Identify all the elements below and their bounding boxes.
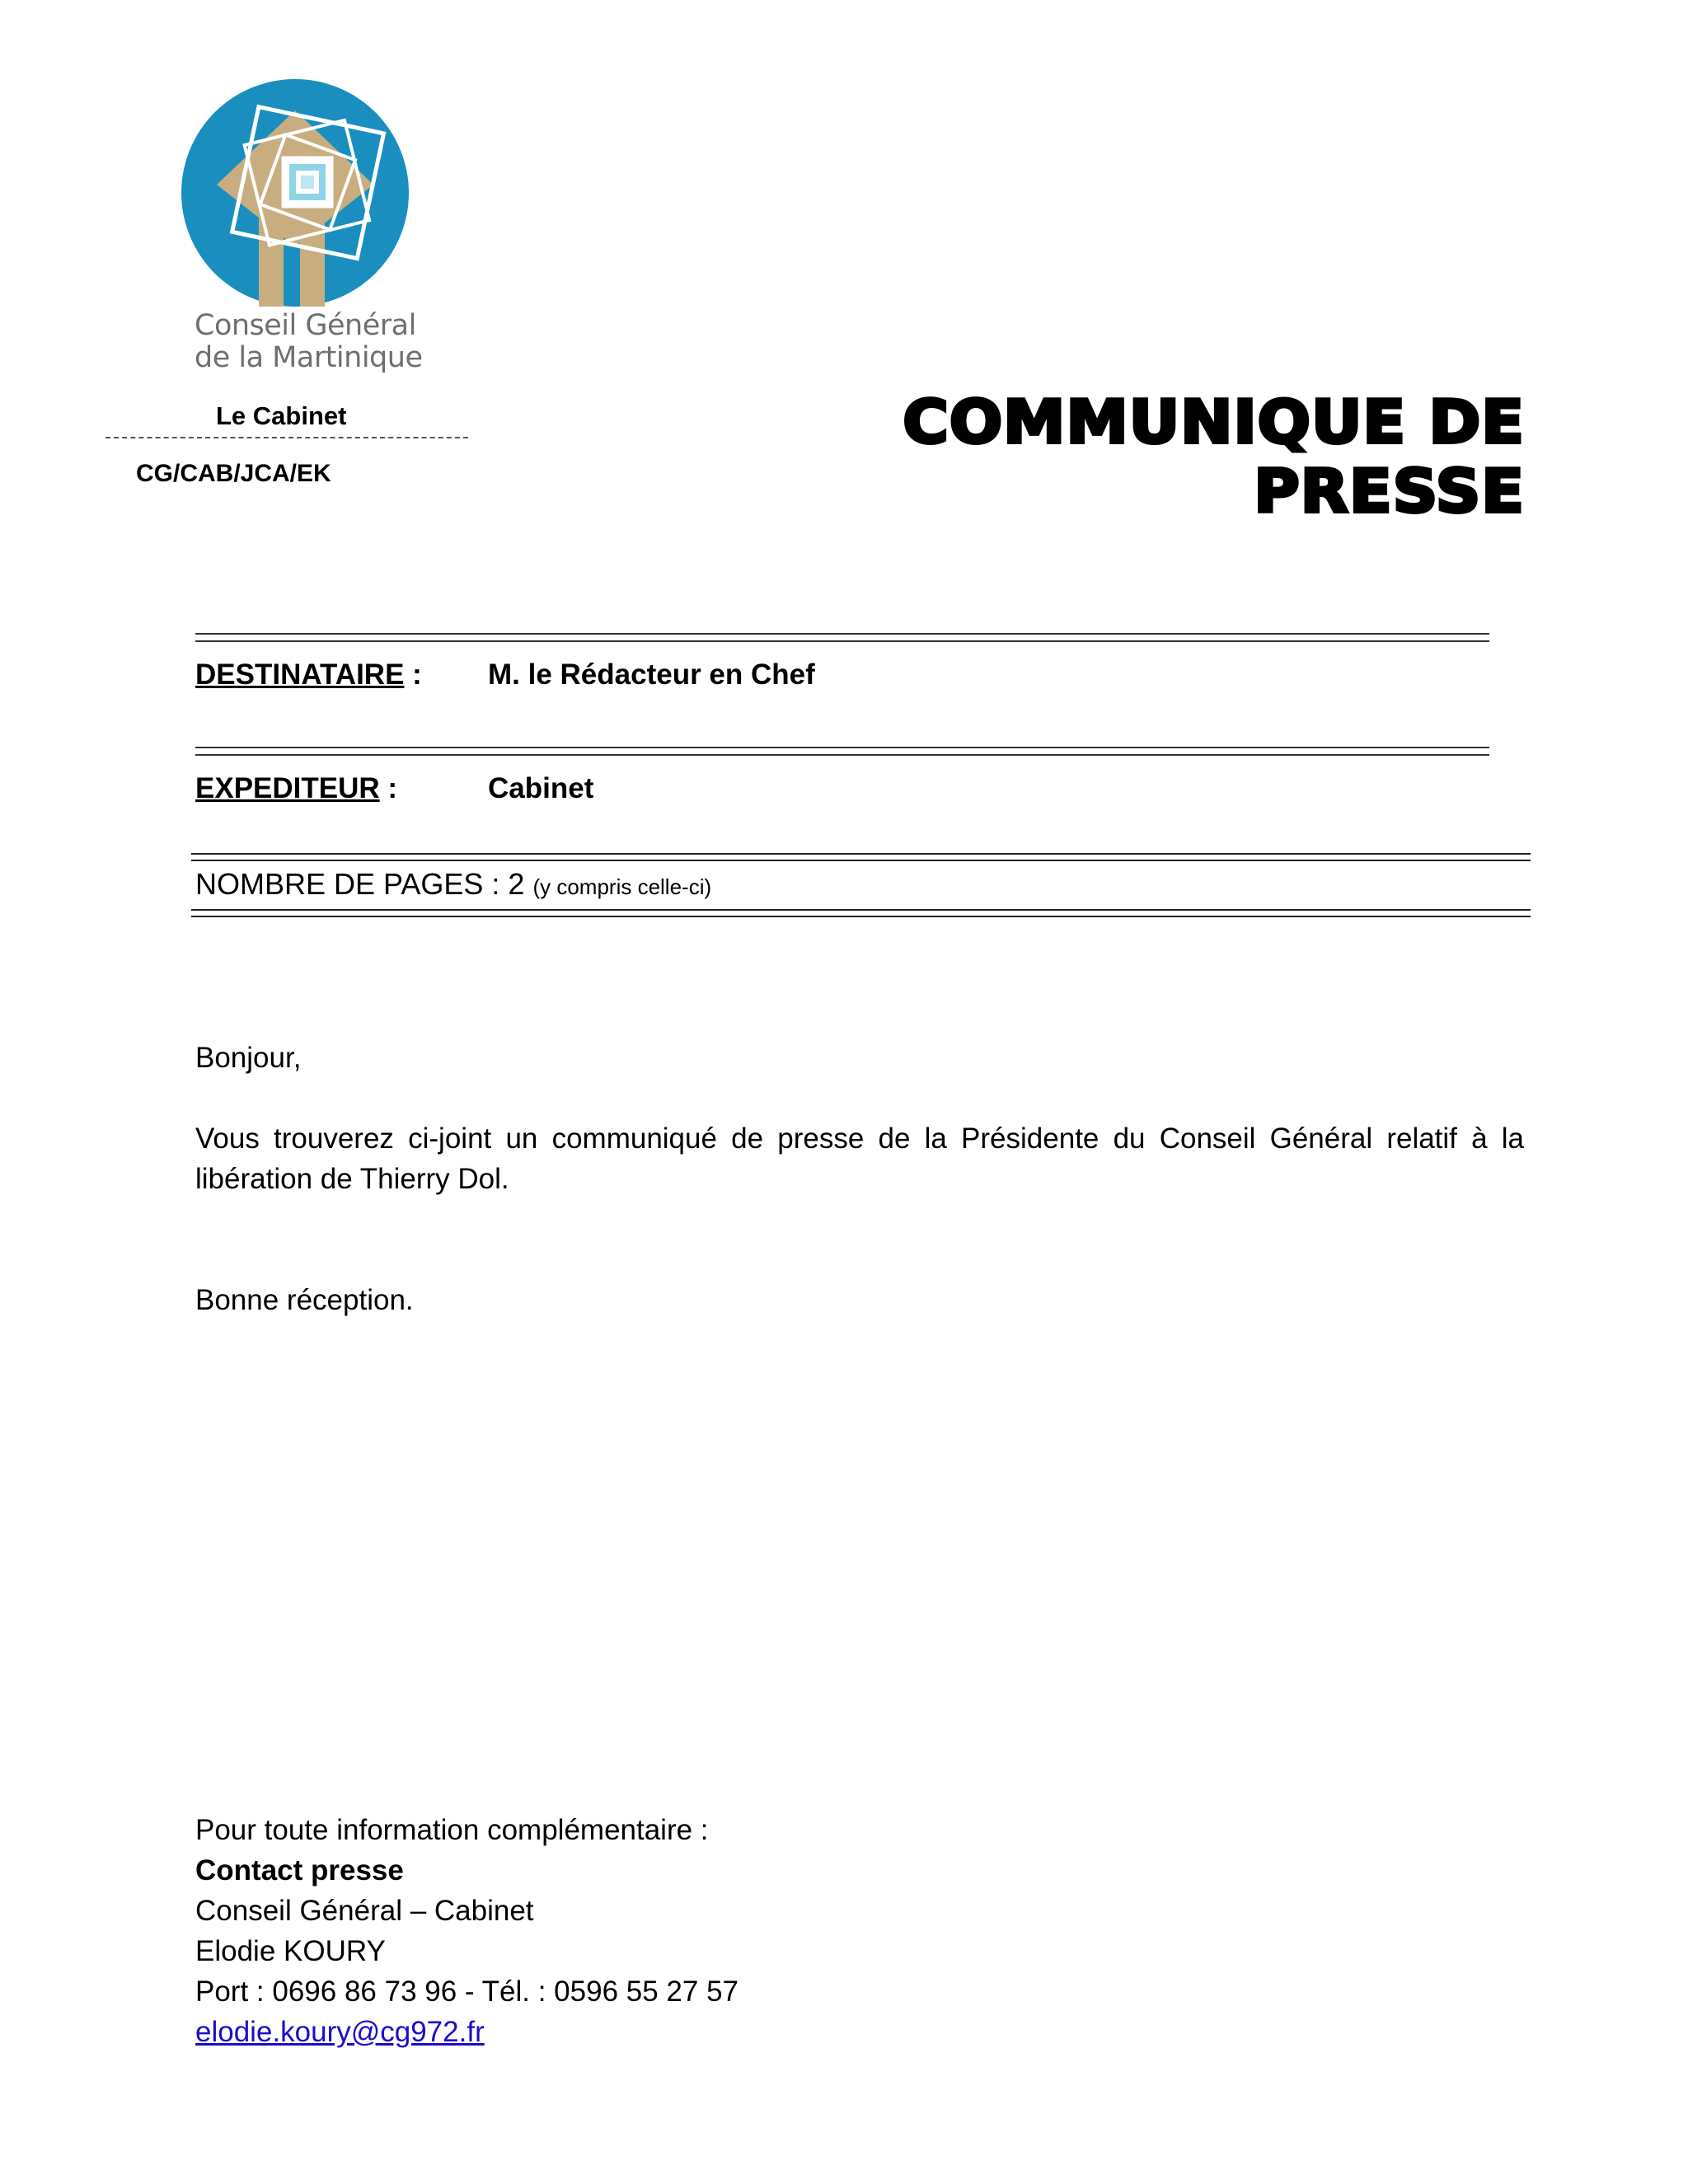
pages-bottom-rule xyxy=(191,909,1531,917)
cabinet-label: Le Cabinet xyxy=(216,401,347,430)
pages-top-rule xyxy=(191,853,1531,861)
contact-email-link[interactable]: elodie.koury@cg972.fr xyxy=(195,2016,485,2048)
sender-label: EXPEDITEUR : xyxy=(195,772,398,804)
logo-emblem-icon xyxy=(180,77,410,308)
contact-name: Elodie KOURY xyxy=(195,1935,386,1967)
sender-row xyxy=(195,772,593,805)
page-count-note: (y compris celle-ci) xyxy=(532,874,712,899)
reference-code: CG/CAB/JCA/EK xyxy=(136,460,331,487)
separator-rule xyxy=(195,633,1489,642)
contact-organization: Conseil Général – Cabinet xyxy=(195,1895,534,1927)
contact-phones: Port : 0696 86 73 96 - Tél. : 0596 55 27 57 xyxy=(195,1975,739,2008)
organization-name xyxy=(195,310,423,374)
page-count xyxy=(195,867,711,902)
greeting: Bonjour, xyxy=(195,1042,302,1074)
closing: Bonne réception. xyxy=(195,1284,414,1316)
body-paragraph: Vous trouverez ci-joint un communiqué de presse de la Présidente du Conseil Général relatif à la libération de Thierry Dol. xyxy=(195,1122,1524,1195)
dashed-divider xyxy=(106,437,468,438)
separator-rule xyxy=(195,747,1489,756)
page-title: COMMUNIQUE DE PRESSE xyxy=(903,387,1525,526)
org-name-line-2: de la Martinique xyxy=(195,341,423,374)
contact-intro: Pour toute information complémentaire : xyxy=(195,1814,709,1846)
page-count-label: NOMBRE DE PAGES : 2 xyxy=(195,867,525,901)
org-name-line-1: Conseil Général xyxy=(195,309,416,342)
sender-value: Cabinet xyxy=(488,772,594,804)
contact-block xyxy=(195,1810,738,2052)
recipient-row xyxy=(195,658,815,691)
recipient-label: DESTINATAIRE : xyxy=(195,658,422,691)
contact-title: Contact presse xyxy=(195,1854,404,1886)
recipient-value: M. le Rédacteur en Chef xyxy=(488,658,815,691)
organization-logo xyxy=(180,77,410,308)
